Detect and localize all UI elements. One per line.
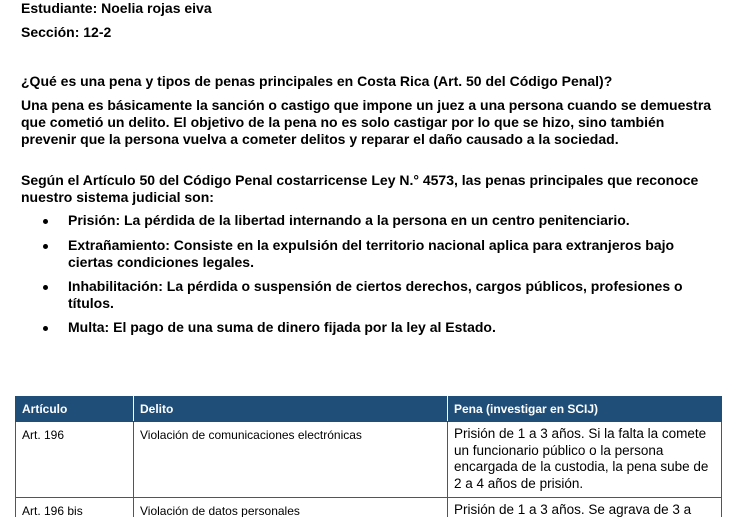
penalty-inhabilitacion: Inhabilitación: La pérdida o suspensión de ciertos derechos, cargos públicos, profesiones o títulos.	[68, 278, 683, 311]
bullet-icon	[43, 326, 48, 331]
cell-articulo: Art. 196 bis	[16, 498, 134, 517]
cell-delito: Violación de comunicaciones electrónicas	[134, 422, 448, 498]
penalty-prision: Prisión: La pérdida de la libertad internando a la persona en un centro penitenciario.	[68, 212, 630, 228]
article-50-intro: Según el Artículo 50 del Código Penal costarricense Ley N.° 4573, las penas principales que reconoce nuestro sistema judicial son:	[21, 172, 699, 205]
cell-pena: Prisión de 1 a 3 años. Si la falta la comete un funcionario público o la persona encargada de la custodia, la pena sube de 2 a 4 años de prisión.	[448, 422, 722, 498]
student-name: Estudiante: Noelia rojas eiva	[21, 0, 212, 16]
bullet-icon	[43, 285, 48, 290]
table-row	[16, 422, 722, 498]
penalty-extranamiento: Extrañamiento: Consiste en la expulsión del territorio nacional aplica para extranjeros bajo ciertas condiciones legales.	[68, 237, 675, 270]
section-label: Sección: 12-2	[21, 24, 112, 40]
table-row	[16, 498, 722, 517]
definition-paragraph: Una pena es básicamente la sanción o castigo que impone un juez a una persona cuando se demuestra que cometió un delito. El objetivo de la pena no es solo castigar por lo que se hizo, sino también prevenir que la persona vuelva a cometer delitos y reparar el daño causado a la sociedad.	[21, 97, 712, 147]
question-heading: ¿Qué es una pena y tipos de penas principales en Costa Rica (Art. 50 del Código Penal)?	[21, 73, 613, 89]
column-header-articulo: Artículo	[16, 397, 134, 422]
cell-pena: Prisión de 1 a 3 años. Se agrava de 3 a	[448, 498, 722, 517]
column-header-delito: Delito	[134, 397, 448, 422]
table-header-row	[16, 397, 722, 422]
bullet-icon	[43, 219, 48, 224]
column-header-pena: Pena (investigar en SCIJ)	[448, 397, 722, 422]
bullet-icon	[43, 244, 48, 249]
cell-delito: Violación de datos personales	[134, 498, 448, 517]
cell-articulo: Art. 196	[16, 422, 134, 498]
penalty-multa: Multa: El pago de una suma de dinero fijada por la ley al Estado.	[68, 319, 496, 335]
penalties-table	[15, 396, 722, 517]
